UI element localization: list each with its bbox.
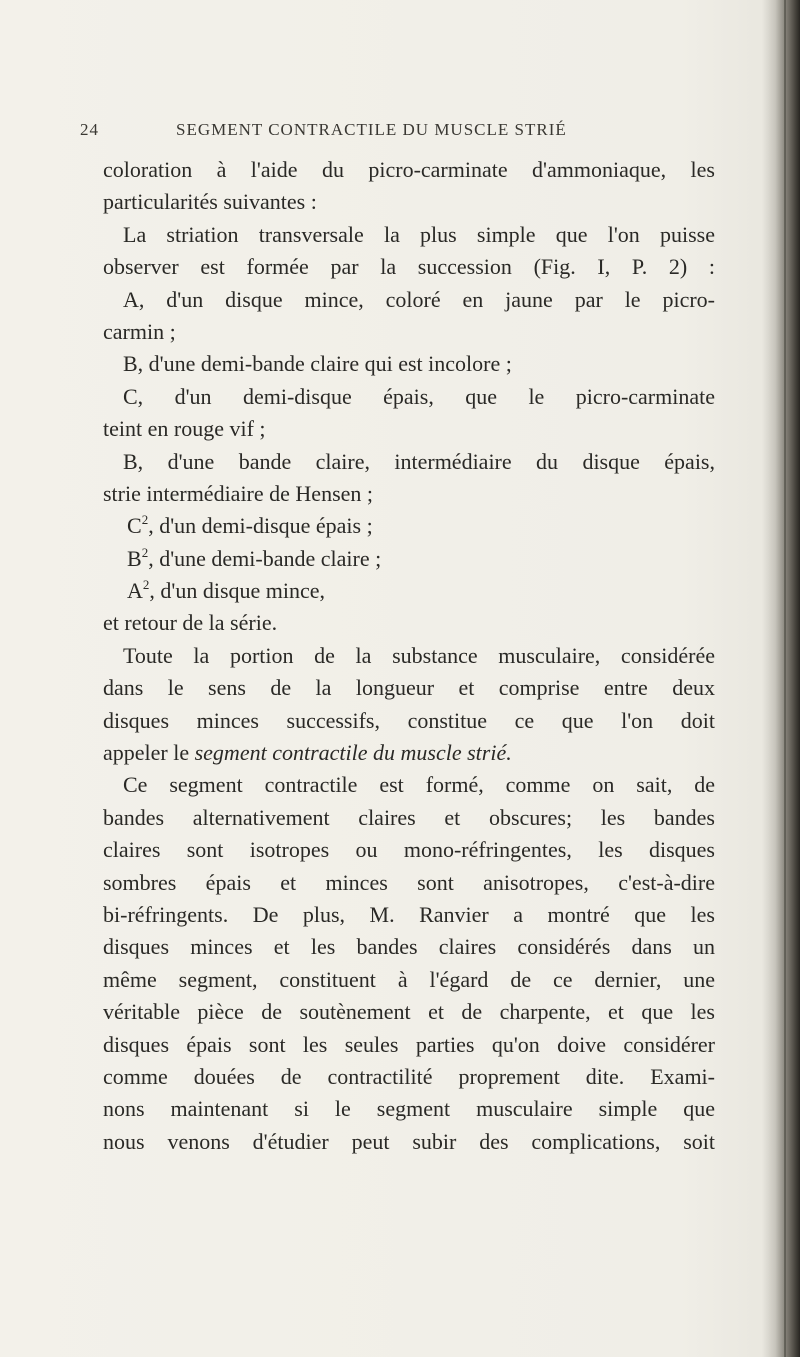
page-edge (784, 0, 786, 1357)
superscript: 2 (141, 512, 149, 528)
line-text: d'un demi-disque épais ; (159, 513, 373, 539)
text-line: A, d'un disque mince, coloré en jaune par le picro- (123, 286, 715, 312)
page-number: 24 (80, 120, 99, 139)
text-line: disques minces successifs, constitue ce que l'on doit (103, 707, 715, 733)
text-line: comme douées de contractilité proprement dite. Exami- (103, 1063, 715, 1089)
text-line: teint en rouge vif ; (103, 416, 266, 442)
superscript: 2 (141, 544, 149, 560)
text-line (103, 737, 715, 769)
text-line: strie intermédiaire de Hensen ; (103, 480, 374, 506)
text-line: carmin ; (103, 318, 176, 344)
text-line: disques épais sont les seules parties qu'on doive considérer (103, 1031, 715, 1057)
text-line: particularités suivantes : (103, 189, 317, 215)
line-text: d'un disque mince, (160, 578, 326, 604)
text-line: $C^2$, d'un demi-disque épais ; (127, 512, 373, 539)
italic-term: segment contractile du muscle strié. (194, 740, 512, 766)
text-line: observer est formée par la succession (Fig. I, P. 2) : (103, 254, 715, 280)
text-line: B, d'une demi-bande claire qui est incolore ; (123, 351, 512, 377)
text-line: bandes alternativement claires et obscures; les bandes (103, 804, 715, 830)
text-line: bi-réfringents. De plus, M. Ranvier a montré que les (103, 901, 715, 927)
text-line: La striation transversale la plus simple que l'on puisse (123, 221, 715, 247)
running-title: SEGMENT CONTRACTILE DU MUSCLE STRIÉ (176, 120, 567, 139)
text-line: B, d'une bande claire, intermédiaire du disque épais, (123, 448, 715, 474)
text-line: $A^2$, d'un disque mince, (127, 577, 326, 604)
text-line: dans le sens de la longueur et comprise entre deux (103, 675, 715, 701)
text-line: nous venons d'étudier peut subir des complications, soit (103, 1128, 715, 1154)
series-label: A (127, 578, 143, 604)
line-text: appeler le (103, 740, 195, 766)
text-line: et retour de la série. (103, 610, 278, 636)
text-line: coloration à l'aide du picro-carminate d'ammoniaque, les (103, 157, 715, 182)
series-label: B (127, 545, 142, 571)
superscript: 2 (142, 577, 150, 593)
text-line: Ce segment contractile est formé, comme on sait, de (123, 772, 715, 798)
page-gutter-shadow (762, 0, 800, 1357)
series-label: C (127, 513, 142, 539)
text-line: Toute la portion de la substance musculaire, considérée (123, 642, 715, 668)
body-text (103, 154, 715, 1158)
line-text: d'une demi-bande claire ; (159, 545, 382, 571)
text-line: sombres épais et minces sont anisotropes, c'est-à-dire (103, 869, 715, 895)
text-line: $B^2$, d'une demi-bande claire ; (127, 544, 382, 571)
text-line: C, d'un demi-disque épais, que le picro-carminate (123, 383, 715, 409)
text-line: claires sont isotropes ou mono-réfringentes, les disques (103, 837, 715, 863)
text-line: véritable pièce de soutènement et de charpente, et que les (103, 999, 715, 1025)
running-head (80, 120, 720, 144)
text-line: même segment, constituent à l'égard de ce dernier, une (103, 966, 715, 992)
text-line: nons maintenant si le segment musculaire simple que (103, 1096, 715, 1122)
text-line: disques minces et les bandes claires considérés dans un (103, 934, 715, 960)
